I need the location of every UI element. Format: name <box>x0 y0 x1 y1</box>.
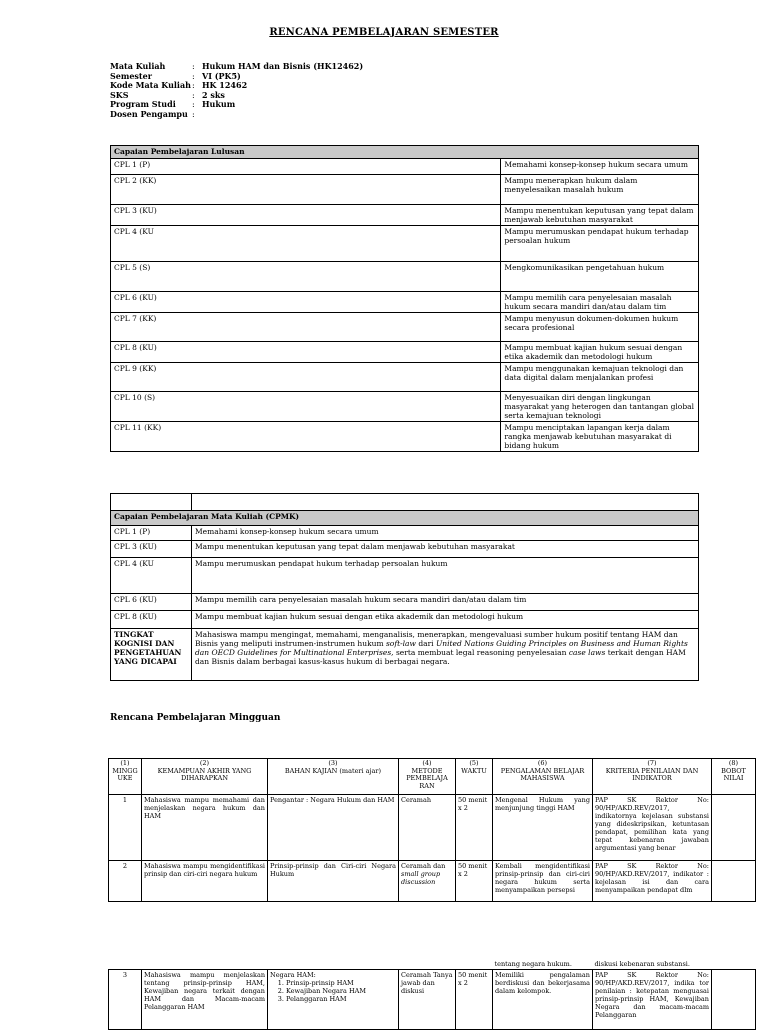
column-header <box>142 759 268 795</box>
info-row <box>110 81 363 91</box>
cpl-code: CPL 11 (KK) <box>111 422 501 452</box>
column-number: (4) <box>422 759 432 767</box>
section-title: Rencana Pembelajaran Mingguan <box>110 713 281 723</box>
table-row <box>111 494 699 511</box>
tingkat-part: serta membuat legal reasoning penyelesaian <box>393 648 569 657</box>
table-row <box>111 226 699 262</box>
cpl-code: CPL 4 (KU <box>111 226 501 262</box>
kriteria-cell: PAP SK Rektor No: 90/HP/AKD.REV/2017, indikatornya kejelasan substansi yang dideskripsikan, ketuntasan pendapat, pemilihan kata yang tepat kebenaran jawaban argumentasi yang benar <box>593 795 712 861</box>
table-row <box>111 526 699 541</box>
table-row <box>111 342 699 363</box>
column-header <box>712 759 756 795</box>
table-row <box>111 558 699 594</box>
kriteria-cell: PAP SK Rektor No: 90/HP/AKD.REV/2017, indikator : kejelasan isi dan cara menyampaikan pendapat dlm <box>593 861 712 902</box>
column-header <box>593 759 712 795</box>
empty-cell <box>111 494 192 511</box>
metode-text: Ceramah dan <box>401 862 446 870</box>
tingkat-part: terkait dengan HAM dan Bisnis dalam berbagai kasus-kasus hukum di berbagai negara. <box>195 648 686 666</box>
cpl-desc: Mampu memilih cara penyelesaian masalah hukum secara mandiri dan/atau dalam tim <box>501 292 699 313</box>
empty-cell <box>399 961 456 969</box>
bahan-title: Negara HAM: <box>270 970 316 979</box>
table-row <box>111 292 699 313</box>
kemampuan-cell: Mahasiswa mampu memahami dan menjelaskan negara hukum dan HAM <box>142 795 268 861</box>
cpl-desc: Memahami konsep-konsep hukum secara umum <box>501 159 699 175</box>
cpl-desc: Mampu menerapkan hukum dalam menyelesaikan masalah hukum <box>501 175 699 205</box>
table-row <box>111 629 699 681</box>
column-number: (1) <box>120 759 130 767</box>
cpmk-desc: Mampu memilih cara penyelesaian masalah hukum secara mandiri dan/atau dalam tim <box>192 594 699 611</box>
empty-cell <box>142 961 268 969</box>
bahan-cell <box>268 969 399 1029</box>
info-separator: : <box>192 100 195 110</box>
weekly-table <box>108 758 756 902</box>
cpl-code: CPL 7 (KK) <box>111 313 501 342</box>
column-header <box>268 759 399 795</box>
waktu-cell: 50 menit x 2 <box>456 969 493 1029</box>
cpl-code: CPL 8 (KU) <box>111 342 501 363</box>
cpl-desc: Mampu menyusun dokumen-dokumen hukum secara profesional <box>501 313 699 342</box>
waktu-cell: 50 menit x 2 <box>456 795 493 861</box>
list-item: 2. Kewajiban Negara HAM <box>286 987 396 995</box>
page-title: RENCANA PEMBELAJARAN SEMESTER <box>269 27 499 38</box>
bahan-cell: Pengantar : Negara Hukum dan HAM <box>268 795 399 861</box>
info-value: VI (PK5) <box>202 70 241 81</box>
info-row <box>110 110 363 120</box>
column-header <box>493 759 593 795</box>
cpl-code: CPL 9 (KK) <box>111 363 501 392</box>
cpl-header: Capaian Pembelajaran Lulusan <box>111 146 699 159</box>
cpl-desc: Mampu menentukan keputusan yang tepat dalam menjawab kebutuhan masyarakat <box>501 205 699 226</box>
table-row <box>111 262 699 292</box>
info-separator: : <box>192 81 195 91</box>
metode-text: Ceramah <box>401 796 432 804</box>
column-label: METODE PEMBELAJA RAN <box>406 766 448 790</box>
table-row <box>109 795 756 861</box>
info-value: Hukum <box>202 99 236 110</box>
metode-italic: small group discussion <box>401 870 441 886</box>
table-row <box>111 363 699 392</box>
column-label: PENGALAMAN BELAJAR MAHASISWA <box>500 766 585 782</box>
table-row <box>111 611 699 629</box>
column-number: (2) <box>199 759 210 767</box>
table-header-row <box>109 759 756 795</box>
info-separator: : <box>192 109 195 119</box>
cpl-table <box>110 145 699 452</box>
bahan-list <box>270 979 396 1003</box>
column-label: WAKTU <box>461 766 487 775</box>
column-label: KRITERIA PENILAIAN DAN INDIKATOR <box>605 766 699 782</box>
info-separator: : <box>192 71 195 81</box>
empty-cell <box>268 961 399 969</box>
info-label: SKS <box>110 89 129 100</box>
cpmk-desc: Memahami konsep-konsep hukum secara umum <box>192 526 699 541</box>
tingkat-italic: United Nations Guiding Principles on Business and Human Rights dan OECD Guidelines for Multinational Enterprises, <box>195 639 688 657</box>
cpmk-desc: Mampu menentukan keputusan yang tepat dalam menjawab kebutuhan masyarakat <box>192 541 699 558</box>
column-header <box>456 759 493 795</box>
table-row <box>111 175 699 205</box>
table-row <box>111 541 699 558</box>
cpl-code: CPL 3 (KU) <box>111 205 501 226</box>
info-separator: : <box>192 90 195 100</box>
empty-cell <box>456 961 493 969</box>
kemampuan-cell: Mahasiswa mampu mengidentifikasi prinsip dan ciri-ciri negara hukum <box>142 861 268 902</box>
cpmk-header: Capaian Pembelajaran Mata Kuliah (CPMK) <box>111 511 699 526</box>
empty-cell <box>109 961 142 969</box>
cpl-code: CPL 10 (S) <box>111 392 501 422</box>
cpl-desc: Mampu merumuskan pendapat hukum terhadap persoalan hukum <box>501 226 699 262</box>
bobot-cell <box>712 795 756 861</box>
info-label: Mata Kuliah <box>110 61 166 71</box>
table-row <box>111 313 699 342</box>
week-number: 3 <box>109 969 142 1029</box>
column-label: KEMAMPUAN AKHIR YANG DIHARAPKAN <box>157 766 252 782</box>
week-number: 1 <box>109 795 142 861</box>
bobot-cell <box>712 969 756 1029</box>
week-number: 2 <box>109 861 142 902</box>
kriteria-continued: diskusi kebenaran substansi. <box>593 961 712 969</box>
info-separator: : <box>192 62 195 71</box>
pengalaman-cell: Mengenal Hukum yang menjunjung tinggi HAM <box>493 795 593 861</box>
metode-cell <box>399 795 456 861</box>
list-item: 3. Pelanggaran HAM <box>286 995 396 1003</box>
column-label: BAHAN KAJIAN (materi ajar) <box>284 766 382 775</box>
column-number: (3) <box>328 759 338 767</box>
tingkat-part: dari <box>415 639 436 648</box>
table-row <box>111 594 699 611</box>
info-value: 2 sks <box>202 89 225 100</box>
cpl-code: CPL 1 (P) <box>111 159 501 175</box>
cpl-desc: Mampu menciptakan lapangan kerja dalam rangka menjawab kebutuhan masyarakat di bidang hukum <box>501 422 699 452</box>
column-header <box>109 759 142 795</box>
kriteria-cell: PAP SK Rektor No: 90/HP/AKD.REV/2017, indika tor penilaian : ketepatan menguasai prinsip-prinsip HAM, Kewajiban Negara dan macam-macam Pelanggaran <box>593 969 712 1029</box>
empty-cell <box>712 961 756 969</box>
waktu-cell: 50 menit x 2 <box>456 861 493 902</box>
cpl-code: CPL 2 (KK) <box>111 175 501 205</box>
table-row <box>111 205 699 226</box>
column-number: (7) <box>647 759 657 767</box>
cpmk-code: CPL 6 (KU) <box>111 594 192 611</box>
column-label: BOBOT NILAI <box>721 766 746 782</box>
table-row <box>111 422 699 452</box>
column-number: (8) <box>728 759 739 767</box>
cpmk-code: CPL 1 (P) <box>111 526 192 541</box>
cpmk-code: CPL 8 (KU) <box>111 611 192 629</box>
cpl-code: CPL 6 (KU) <box>111 292 501 313</box>
bahan-cell: Prinsip-prinsip dan Ciri-ciri Negara Hukum <box>268 861 399 902</box>
tingkat-text <box>192 629 699 681</box>
info-label: Dosen Pengampu <box>110 108 188 119</box>
cpl-desc: Mengkomunikasikan pengetahuan hukum <box>501 262 699 292</box>
course-info <box>110 62 363 120</box>
cpmk-table <box>110 493 699 681</box>
cpmk-code: CPL 3 (KU) <box>111 541 192 558</box>
pengalaman-cell: Kembali mengidentifikasi prinsip-prinsip dan ciri-ciri negara hukum serta menyampaikan persepsi <box>493 861 593 902</box>
metode-cell: Ceramah Tanya jawab dan diskusi <box>399 969 456 1029</box>
tingkat-italic: case laws <box>568 648 606 657</box>
weekly-table-continued <box>108 961 756 1030</box>
bobot-cell <box>712 861 756 902</box>
cpmk-desc: Mampu merumuskan pendapat hukum terhadap persoalan hukum <box>192 558 699 594</box>
table-row <box>109 861 756 902</box>
cpl-code: CPL 5 (S) <box>111 262 501 292</box>
tingkat-label: TINGKAT KOGNISI DAN PENGETAHUAN YANG DICAPAI <box>111 629 192 681</box>
table-row <box>111 392 699 422</box>
pengalaman-continued: tentang negara hukum. <box>493 961 593 969</box>
column-header <box>399 759 456 795</box>
tingkat-part: Mahasiswa mampu mengingat, memahami, menganalisis, menerapkan, mengevaluasi sumber hukum positif tentang HAM dan Bisnis yang meliputi instrumen-instrumen hukum <box>195 630 678 648</box>
cpmk-code: CPL 4 (KU <box>111 558 192 594</box>
cpl-desc: Mampu membuat kajian hukum sesuai dengan etika akademik dan metodologi hukum <box>501 342 699 363</box>
pengalaman-cell: Memiliki pengalaman berdiskusi dan bekerjasama dalam kelompok. <box>493 969 593 1029</box>
kemampuan-cell: Mahasiswa mampu menjelaskan tentang prinsip-prinsip HAM, Kewajiban negara terkait dengan HAM dan Macam-macam Pelanggaran HAM <box>142 969 268 1029</box>
column-number: (6) <box>537 759 548 767</box>
table-row <box>109 969 756 1029</box>
list-item: 1. Prinsip-prinsip HAM <box>286 979 396 987</box>
metode-cell <box>399 861 456 902</box>
info-label: Kode Mata Kuliah <box>110 80 191 91</box>
cpl-desc: Mampu menggunakan kemajuan teknologi dan data digital dalam menjalankan profesi <box>501 363 699 392</box>
column-number: (5) <box>469 759 479 767</box>
table-row <box>109 961 756 969</box>
info-value: HK 12462 <box>202 80 248 91</box>
tingkat-italic: soft-law <box>385 639 416 648</box>
info-value: Hukum HAM dan Bisnis (HK12462) <box>202 61 364 71</box>
cpmk-desc: Mampu membuat kajian hukum sesuai dengan etika akademik dan metodologi hukum <box>192 611 699 629</box>
cpl-desc: Menyesuaikan diri dengan lingkungan masyarakat yang heterogen dan tantangan global serta kemajuan teknologi <box>501 392 699 422</box>
info-label: Program Studi <box>110 99 176 110</box>
info-label: Semester <box>110 70 152 81</box>
column-label: MINGG UKE <box>112 766 138 782</box>
table-row <box>111 159 699 175</box>
empty-cell <box>192 494 699 511</box>
